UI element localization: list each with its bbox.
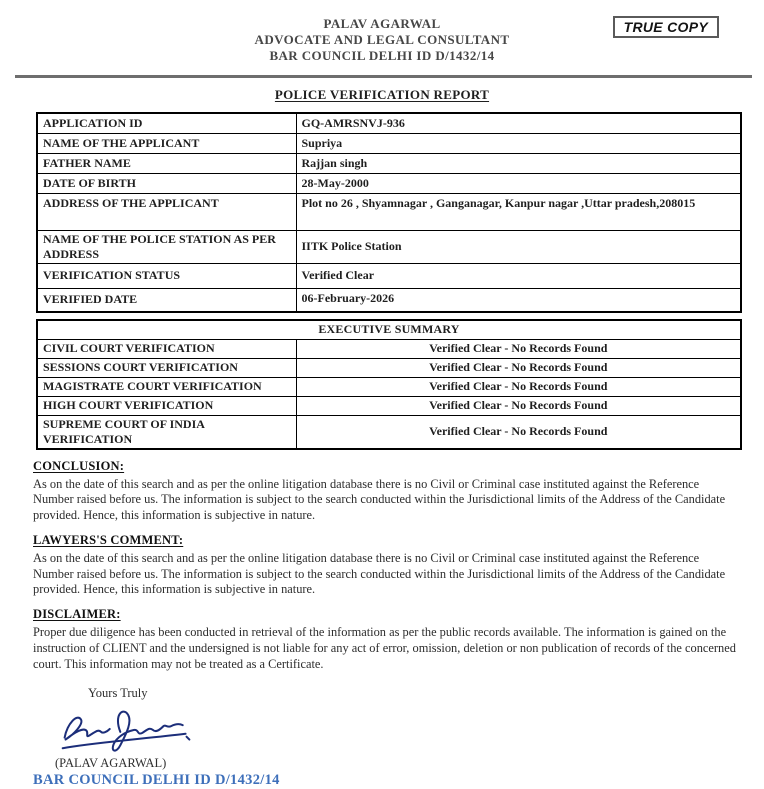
field-label: FATHER NAME [37,153,296,173]
field-value: Verified Clear [296,263,741,288]
field-label: VERIFICATION STATUS [37,263,296,288]
signer-bar-id: BAR COUNCIL DELHI ID D/1432/14 [33,771,280,788]
disclaimer-body: Proper due diligence has been conducted in retrieval of the information as per the public records available. The information is gained on the instruction of CLIENT and the undersigned is not liable for any act of error, omission, deletion or non publication of records of the concerned court. This information may not be treated as a Certificate. [33,625,736,671]
handwritten-signature-icon [52,705,202,753]
field-label: APPLICATION ID [37,113,296,133]
table-row [37,113,741,133]
advocate-name: PALAV AGARWAL [323,16,441,31]
field-label: NAME OF THE APPLICANT [37,133,296,153]
conclusion-body: As on the date of this search and as per the online litigation database there is no Civil or Criminal case instituted against the Reference Number raised before us. The information is subject to the search conducted within the Jurisdictional limits of the Address of the Candidate provided. Hence, this information is subjective in nature. [33,476,726,523]
table-row [37,288,741,312]
field-value: Rajjan singh [296,153,741,173]
signer-name: (PALAV AGARWAL) [55,755,167,770]
table-row [37,263,741,288]
page-title [0,86,764,104]
header-divider [15,75,752,78]
conclusion-section [33,459,736,524]
summary-value: Verified Clear - No Records Found [296,358,741,377]
field-value: 06-February-2026 [296,288,741,312]
lawyers-comment-body: As on the date of this search and as per the online litigation database there is no Civil or Criminal case instituted against the Reference Number raised before us. The information is subject to the search conducted within the Jurisdictional limits of the Address of the Candidate provided. Hence, this information is subjective in nature. [33,550,726,597]
summary-title: EXECUTIVE SUMMARY [37,320,741,339]
advocate-role: ADVOCATE AND LEGAL CONSULTANT [254,32,510,47]
field-value: Supriya [296,133,741,153]
disclaimer-section [33,607,736,672]
field-label: DATE OF BIRTH [37,173,296,193]
executive-summary-table [36,319,742,450]
applicant-details-table [36,112,742,313]
summary-label: MAGISTRATE COURT VERIFICATION [37,377,296,396]
summary-value: Verified Clear - No Records Found [296,339,741,358]
conclusion-heading: CONCLUSION: [33,458,125,473]
field-label: NAME OF THE POLICE STATION AS PER ADDRESS [37,230,296,263]
text-sections [33,459,736,673]
table-row [37,377,741,396]
field-label: ADDRESS OF THE APPLICANT [37,193,296,230]
table-row [37,230,741,263]
field-label: VERIFIED DATE [37,288,296,312]
field-value: GQ-AMRSNVJ-936 [296,113,741,133]
table-row [37,358,741,377]
disclaimer-heading: DISCLAIMER: [33,607,121,622]
advocate-bar-id: BAR COUNCIL DELHI ID D/1432/14 [269,48,495,63]
table-row [37,193,741,230]
summary-value: Verified Clear - No Records Found [296,415,741,449]
summary-value: Verified Clear - No Records Found [296,377,741,396]
summary-label: SESSIONS COURT VERIFICATION [37,358,296,377]
summary-label: SUPREME COURT OF INDIA VERIFICATION [37,415,296,449]
summary-value: Verified Clear - No Records Found [296,396,741,415]
page-title-text: POLICE VERIFICATION REPORT [274,87,490,102]
salutation: Yours Truly [88,685,148,700]
summary-label: HIGH COURT VERIFICATION [37,396,296,415]
table-row [37,339,741,358]
lawyers-comment-section [33,533,736,598]
summary-header-row [37,320,741,339]
summary-label: CIVIL COURT VERIFICATION [37,339,296,358]
table-row [37,396,741,415]
field-value: Plot no 26 , Shyamnagar , Ganganagar, Kanpur nagar ,Uttar pradesh,208015 [296,193,741,230]
field-value: 28-May-2000 [296,173,741,193]
field-value: IITK Police Station [296,230,741,263]
table-row [37,173,741,193]
table-row [37,153,741,173]
lawyers-comment-heading: LAWYERS'S COMMENT: [33,532,184,547]
true-copy-stamp: TRUE COPY [613,16,719,38]
table-row [37,133,741,153]
table-row [37,415,741,449]
